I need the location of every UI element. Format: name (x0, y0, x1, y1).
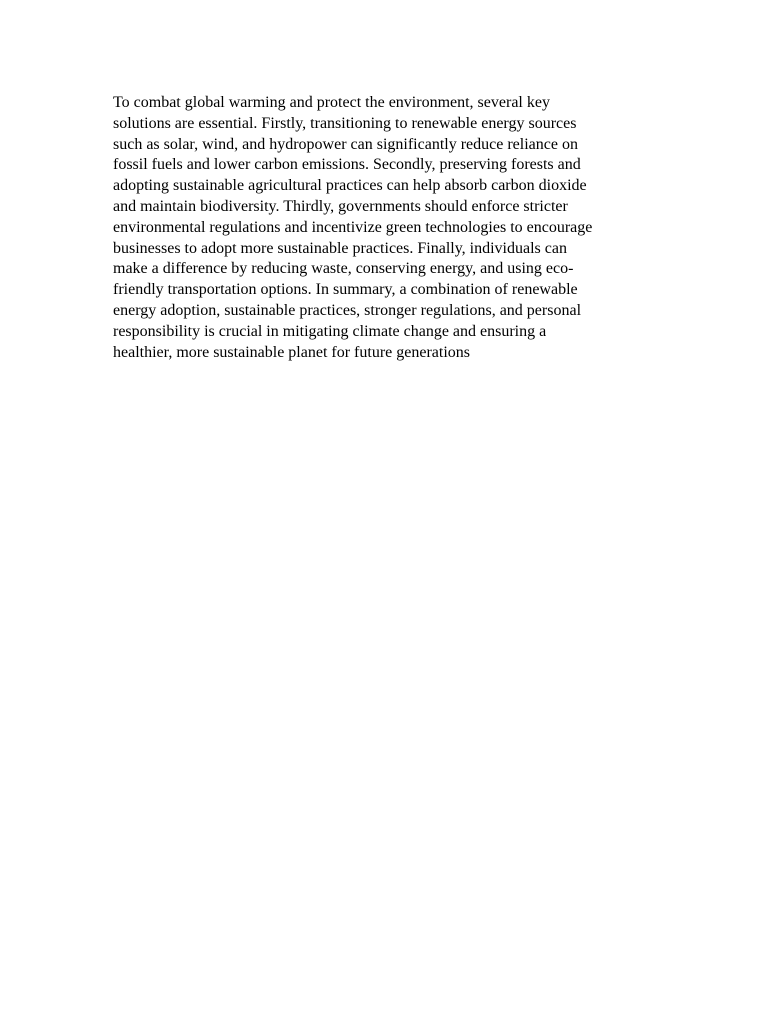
paragraph-line: such as solar, wind, and hydropower can significantly reduce reliance on (113, 135, 578, 153)
paragraph-line: To combat global warming and protect the environment, several key (113, 94, 550, 111)
paragraph-line: businesses to adopt more sustainable practices. Finally, individuals can (113, 239, 567, 257)
paragraph-line: energy adoption, sustainable practices, stronger regulations, and personal (113, 301, 582, 319)
paragraph-line: adopting sustainable agricultural practices can help absorb carbon dioxide (113, 177, 587, 195)
paragraph-line: friendly transportation options. In summary, a combination of renewable (113, 281, 578, 299)
paragraph-line: solutions are essential. Firstly, transitioning to renewable energy sources (113, 114, 577, 132)
paragraph-line: and maintain biodiversity. Thirdly, governments should enforce stricter (113, 197, 568, 215)
paragraph-line: healthier, more sustainable planet for future generations (113, 343, 470, 361)
paragraph-line: fossil fuels and lower carbon emissions. Secondly, preserving forests and (113, 156, 581, 174)
paragraph-line: environmental regulations and incentivize green technologies to encourage (113, 218, 593, 236)
paragraph-line: make a difference by reducing waste, conserving energy, and using eco- (113, 260, 574, 278)
body-paragraph (113, 93, 653, 363)
paragraph-line: responsibility is crucial in mitigating climate change and ensuring a (113, 322, 547, 340)
